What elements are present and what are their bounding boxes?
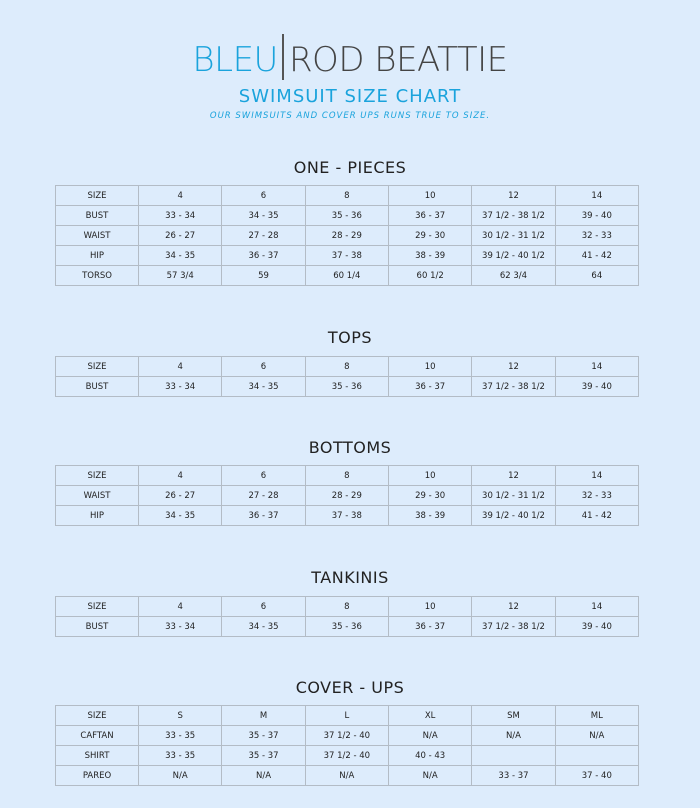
section-title-tops: TOPS xyxy=(327,328,373,347)
cell: BUST xyxy=(56,617,139,637)
cell: ML xyxy=(555,706,638,726)
cell: BUST xyxy=(56,206,139,226)
cell: 8 xyxy=(305,357,388,377)
cell: 39 - 40 xyxy=(555,377,638,397)
brand-right: ROD BEATTIE xyxy=(288,40,508,80)
cell: 4 xyxy=(139,466,222,486)
cell: 6 xyxy=(222,186,305,206)
cell: 34 - 35 xyxy=(139,506,222,526)
cell: 6 xyxy=(222,357,305,377)
cell: 26 - 27 xyxy=(139,226,222,246)
table-row xyxy=(56,706,639,726)
cell: 33 - 35 xyxy=(139,746,222,766)
cell: 34 - 35 xyxy=(222,377,305,397)
cell: 26 - 27 xyxy=(139,486,222,506)
cell: SIZE xyxy=(56,597,139,617)
table-row xyxy=(56,246,639,266)
cell: 37 1/2 - 38 1/2 xyxy=(472,617,555,637)
cell: N/A xyxy=(555,726,638,746)
cell: 32 - 33 xyxy=(555,486,638,506)
cell: 34 - 35 xyxy=(222,206,305,226)
cell: 29 - 30 xyxy=(388,486,471,506)
cell: N/A xyxy=(222,766,305,786)
cell: SM xyxy=(472,706,555,726)
cell xyxy=(555,746,638,766)
section-title-cover-ups: COVER - UPS xyxy=(295,678,405,697)
cell: TORSO xyxy=(56,266,139,286)
cell: 37 1/2 - 38 1/2 xyxy=(472,377,555,397)
cell: 36 - 37 xyxy=(222,246,305,266)
cell: 41 - 42 xyxy=(555,246,638,266)
cell: 8 xyxy=(305,597,388,617)
cell: 4 xyxy=(139,357,222,377)
cell: 35 - 36 xyxy=(305,377,388,397)
cell: 33 - 35 xyxy=(139,726,222,746)
cell: 34 - 35 xyxy=(139,246,222,266)
cell: 14 xyxy=(555,466,638,486)
cell: 33 - 34 xyxy=(139,377,222,397)
brand-left: BLEU xyxy=(192,40,278,80)
cell: HIP xyxy=(56,246,139,266)
cell: 28 - 29 xyxy=(305,226,388,246)
table-one-pieces xyxy=(55,185,639,286)
cell: N/A xyxy=(305,766,388,786)
cell: 64 xyxy=(555,266,638,286)
cell: SHIRT xyxy=(56,746,139,766)
cell: 35 - 36 xyxy=(305,206,388,226)
cell: 57 3/4 xyxy=(139,266,222,286)
table-row xyxy=(56,506,639,526)
cell: 37 - 38 xyxy=(305,246,388,266)
cell: 37 - 38 xyxy=(305,506,388,526)
section-title-tankinis: TANKINIS xyxy=(311,568,389,587)
cell: M xyxy=(222,706,305,726)
cell: 35 - 37 xyxy=(222,746,305,766)
cell: WAIST xyxy=(56,486,139,506)
cell: N/A xyxy=(388,766,471,786)
cell: 39 - 40 xyxy=(555,206,638,226)
table-bottoms xyxy=(55,465,639,526)
cell: SIZE xyxy=(56,186,139,206)
table-row xyxy=(56,486,639,506)
cell: SIZE xyxy=(56,706,139,726)
cell: L xyxy=(305,706,388,726)
cell: 39 1/2 - 40 1/2 xyxy=(472,246,555,266)
cell: CAFTAN xyxy=(56,726,139,746)
cell: 29 - 30 xyxy=(388,226,471,246)
cell: 10 xyxy=(388,186,471,206)
cell: 30 1/2 - 31 1/2 xyxy=(472,486,555,506)
cell: 38 - 39 xyxy=(388,246,471,266)
section-title-bottoms: BOTTOMS xyxy=(308,438,392,457)
table-row xyxy=(56,377,639,397)
cell: 12 xyxy=(472,186,555,206)
cell: 37 - 40 xyxy=(555,766,638,786)
cell: 14 xyxy=(555,186,638,206)
cell: S xyxy=(139,706,222,726)
cell: 41 - 42 xyxy=(555,506,638,526)
table-row xyxy=(56,266,639,286)
table-row xyxy=(56,726,639,746)
cell: 8 xyxy=(305,186,388,206)
cell: 14 xyxy=(555,597,638,617)
cell: 35 - 37 xyxy=(222,726,305,746)
cell: 60 1/2 xyxy=(388,266,471,286)
cell: 60 1/4 xyxy=(305,266,388,286)
cell: 10 xyxy=(388,357,471,377)
cell: 12 xyxy=(472,357,555,377)
brand-divider xyxy=(282,34,284,80)
brand-logo xyxy=(0,34,700,81)
table-cover-ups xyxy=(55,705,639,786)
cell: 32 - 33 xyxy=(555,226,638,246)
cell: 4 xyxy=(139,597,222,617)
cell: 8 xyxy=(305,466,388,486)
cell: XL xyxy=(388,706,471,726)
cell: 37 1/2 - 38 1/2 xyxy=(472,206,555,226)
cell: 37 1/2 - 40 xyxy=(305,726,388,746)
cell: 38 - 39 xyxy=(388,506,471,526)
cell: 40 - 43 xyxy=(388,746,471,766)
table-row xyxy=(56,226,639,246)
cell: 10 xyxy=(388,597,471,617)
table-tankinis xyxy=(55,596,639,637)
cell: N/A xyxy=(139,766,222,786)
cell: 12 xyxy=(472,597,555,617)
table-row xyxy=(56,597,639,617)
cell: 27 - 28 xyxy=(222,226,305,246)
table-row xyxy=(56,766,639,786)
cell: 35 - 36 xyxy=(305,617,388,637)
cell: SIZE xyxy=(56,357,139,377)
table-row xyxy=(56,357,639,377)
cell: 27 - 28 xyxy=(222,486,305,506)
table-row xyxy=(56,206,639,226)
cell: 14 xyxy=(555,357,638,377)
cell: N/A xyxy=(388,726,471,746)
table-row xyxy=(56,746,639,766)
cell: N/A xyxy=(472,726,555,746)
cell: 12 xyxy=(472,466,555,486)
cell: 34 - 35 xyxy=(222,617,305,637)
cell: 6 xyxy=(222,597,305,617)
cell: WAIST xyxy=(56,226,139,246)
cell: 62 3/4 xyxy=(472,266,555,286)
cell: 33 - 37 xyxy=(472,766,555,786)
cell: 36 - 37 xyxy=(388,617,471,637)
table-tops xyxy=(55,356,639,397)
cell: 39 - 40 xyxy=(555,617,638,637)
cell: 28 - 29 xyxy=(305,486,388,506)
section-title-one-pieces: ONE - PIECES xyxy=(293,158,407,177)
table-row xyxy=(56,466,639,486)
cell: HIP xyxy=(56,506,139,526)
cell: 6 xyxy=(222,466,305,486)
cell: 33 - 34 xyxy=(139,206,222,226)
cell: PAREO xyxy=(56,766,139,786)
cell: 33 - 34 xyxy=(139,617,222,637)
cell: 39 1/2 - 40 1/2 xyxy=(472,506,555,526)
cell: 30 1/2 - 31 1/2 xyxy=(472,226,555,246)
cell: 36 - 37 xyxy=(222,506,305,526)
cell: 37 1/2 - 40 xyxy=(305,746,388,766)
table-row xyxy=(56,617,639,637)
page-title: SWIMSUIT SIZE CHART xyxy=(238,86,462,107)
cell xyxy=(472,746,555,766)
cell: 36 - 37 xyxy=(388,377,471,397)
cell: BUST xyxy=(56,377,139,397)
table-row xyxy=(56,186,639,206)
cell: SIZE xyxy=(56,466,139,486)
cell: 59 xyxy=(222,266,305,286)
page-subtitle: OUR SWIMSUITS AND COVER UPS RUNS TRUE TO SIZE. xyxy=(209,111,491,121)
cell: 4 xyxy=(139,186,222,206)
cell: 10 xyxy=(388,466,471,486)
cell: 36 - 37 xyxy=(388,206,471,226)
